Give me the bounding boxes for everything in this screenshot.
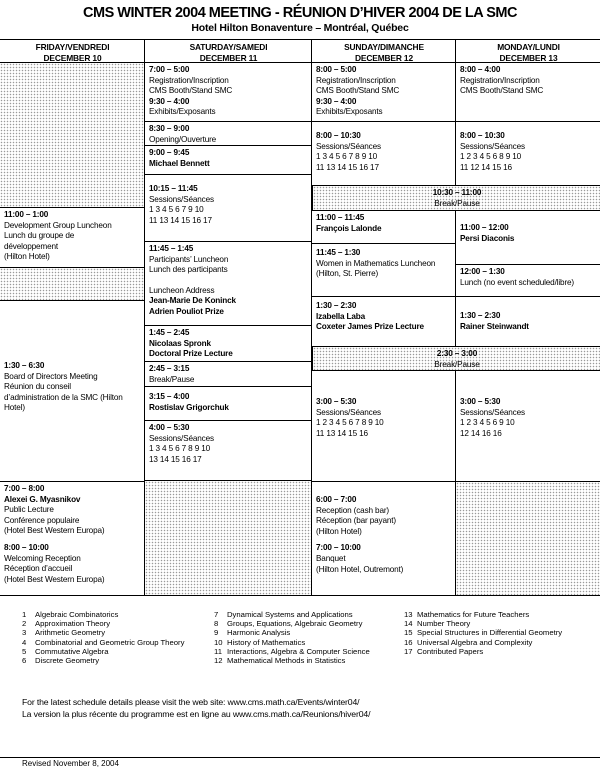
monday-sessions-afternoon: 3:00 – 5:30 Sessions/Séances 1 2 3 4 5 6 9 10 12 14 16 16 [456,370,600,481]
monday-lunch: 12:00 – 1:30 Lunch (no event scheduled/libre) [456,264,600,296]
monday-column [456,39,600,596]
legend-item: 4 Combinatorial and Geometric Group Theory [22,637,185,647]
legend-item: 15 Special Structures in Differential Geometry [404,628,563,638]
legend-item: 3 Arithmetic Geometry [22,628,106,638]
saturday-empty-evening [145,481,312,596]
website-english: For the latest schedule details please visit the web site: www.cms.math.ca/Events/winter04/ [22,697,360,707]
saturday-sessions-morning: 10:15 – 11:45 Sessions/Séances 1 3 4 5 6 7 9 10 11 13 14 15 16 17 [145,174,312,241]
page-header [0,0,600,39]
legend-item: 2 Approximation Theory [22,619,111,629]
legend-column-1 [22,610,184,665]
revised-date: Revised November 8, 2004 [22,759,119,768]
monday-header: MONDAY/LUNDI DECEMBER 13 [456,39,600,62]
friday-lunch: 11:00 – 1:00 Development Group Luncheon Lunch du groupe de développement (Hilton Hotel) [0,207,145,268]
venue: Hotel Hilton Bonaventure – Montréal, Québec [191,22,409,34]
saturday-column [145,39,312,596]
sunday-coxeter-james: 1:30 – 2:30 Izabella Laba Coxeter James Prize Lecture [312,296,456,346]
friday-board-meeting: 1:30 – 6:30 Board of Directors Meeting Réunion du conseil d’administration de la SMC (Hilton Hotel) [0,300,145,481]
footer-divider [0,757,600,758]
legend-item: 17 Contributed Papers [404,646,484,656]
saturday-sessions-afternoon: 4:00 – 5:30 Sessions/Séances 1 3 4 5 6 7 8 9 10 13 14 15 16 17 [145,420,312,481]
saturday-opening: 8:30 – 9:00 Opening/Ouverture [145,121,312,145]
legend-item: 13 Mathematics for Future Teachers [404,610,530,619]
legend-item: 9 Harmonic Analysis [214,628,291,638]
sunday-evening: 6:00 – 7:00 Reception (cash bar) Réception (bar payant) (Hilton Hotel) 7:00 – 10:00 Banquet (Hilton Hotel, Outremont) [312,481,456,596]
saturday-break: 2:45 – 3:15 Break/Pause [145,361,312,386]
friday-header: FRIDAY/VENDREDI DECEMBER 10 [0,39,145,62]
legend-item: 8 Groups, Equations, Algebraic Geometry [214,619,363,629]
friday-column [0,39,145,596]
legend-item: 16 Universal Algebra and Complexity [404,637,533,647]
sunday-header: SUNDAY/DIMANCHE DECEMBER 12 [312,39,456,62]
monday-plenary-diaconis: 11:00 – 12:00 Persi Diaconis [456,210,600,264]
sunday-sessions-afternoon: 3:00 – 5:30 Sessions/Séances 1 2 3 4 5 6 7 8 9 10 11 13 14 15 16 [312,370,456,481]
sunday-women-luncheon: 11:45 – 1:30 Women in Mathematics Luncheon (Hilton, St. Pierre) [312,243,456,296]
saturday-header: SATURDAY/SAMEDI DECEMBER 11 [145,39,312,62]
legend-item: 11 Interactions, Algebra & Computer Science [214,646,370,656]
saturday-doctoral-prize: 1:45 – 2:45 Nicolaas Spronk Doctoral Prize Lecture [145,325,312,361]
legend-item: 6 Discrete Geometry [22,656,100,666]
website-french: La version la plus récente du programme est en ligne au www.cms.math.ca/Reunions/hiver04/ [22,708,371,719]
schedule-grid [0,39,600,596]
monday-empty-evening [456,481,600,596]
monday-registration: 8:00 – 4:00 Registration/Inscription CMS Booth/Stand SMC [456,62,600,121]
saturday-luncheon: 11:45 – 1:45 Participants’ Luncheon Lunch des participants Luncheon Address Jean-Marie De Koninck Adrien Pouliot Prize [145,241,312,325]
legend-item: 1 Algebraic Combinatorics [22,610,119,619]
sunday-plenary-lalonde: 11:00 – 11:45 François Lalonde [312,210,456,243]
page-title: CMS WINTER 2004 MEETING - RÉUNION D’HIVER 2004 DE LA SMC [83,5,517,21]
friday-evening: 7:00 – 8:00 Alexei G. Myasnikov Public Lecture Conférence populaire (Hotel Best Western Europa) 8:00 – 10:00 Welcoming Reception Réception d’accueil (Hotel Best Western Europa) [0,481,145,596]
saturday-plenary-grigorchuk: 3:15 – 4:00 Rostislav Grigorchuk [145,386,312,420]
break-afternoon-sun-mon: 2:30 – 3:00 Break/Pause [312,346,600,370]
saturday-plenary-bennett: 9:00 – 9:45 Michael Bennett [145,145,312,174]
sunday-column [312,39,456,596]
monday-plenary-steinwandt: 1:30 – 2:30 Rainer Steinwandt [456,296,600,346]
break-morning-sun-mon: 10:30 – 11:00 Break/Pause [312,185,600,210]
sunday-registration: 8:00 – 5:00 Registration/Inscription CMS Booth/Stand SMC 9:30 – 4:00 Exhibits/Exposants [312,62,456,121]
monday-sessions-morning: 8:00 – 10:30 Sessions/Séances 1 2 3 4 5 6 8 9 10 11 12 14 15 16 [456,121,600,185]
legend-column-3 [404,610,562,656]
legend-item: 10 History of Mathematics [214,637,306,647]
legend-item: 12 Mathematical Methods in Statistics [214,656,346,666]
legend-item: 14 Number Theory [404,619,471,629]
sunday-sessions-morning: 8:00 – 10:30 Sessions/Séances 1 3 4 5 6 7 8 9 10 11 13 14 15 16 17 [312,121,456,185]
legend-column-2 [214,610,370,665]
legend-item: 7 Dynamical Systems and Applications [214,610,353,619]
website-note [22,697,370,720]
legend-item: 5 Commutative Algebra [22,646,109,656]
saturday-registration: 7:00 – 5:00 Registration/Inscription CMS Booth/Stand SMC 9:30 – 4:00 Exhibits/Exposants [145,62,312,121]
friday-empty-midday [0,268,145,300]
